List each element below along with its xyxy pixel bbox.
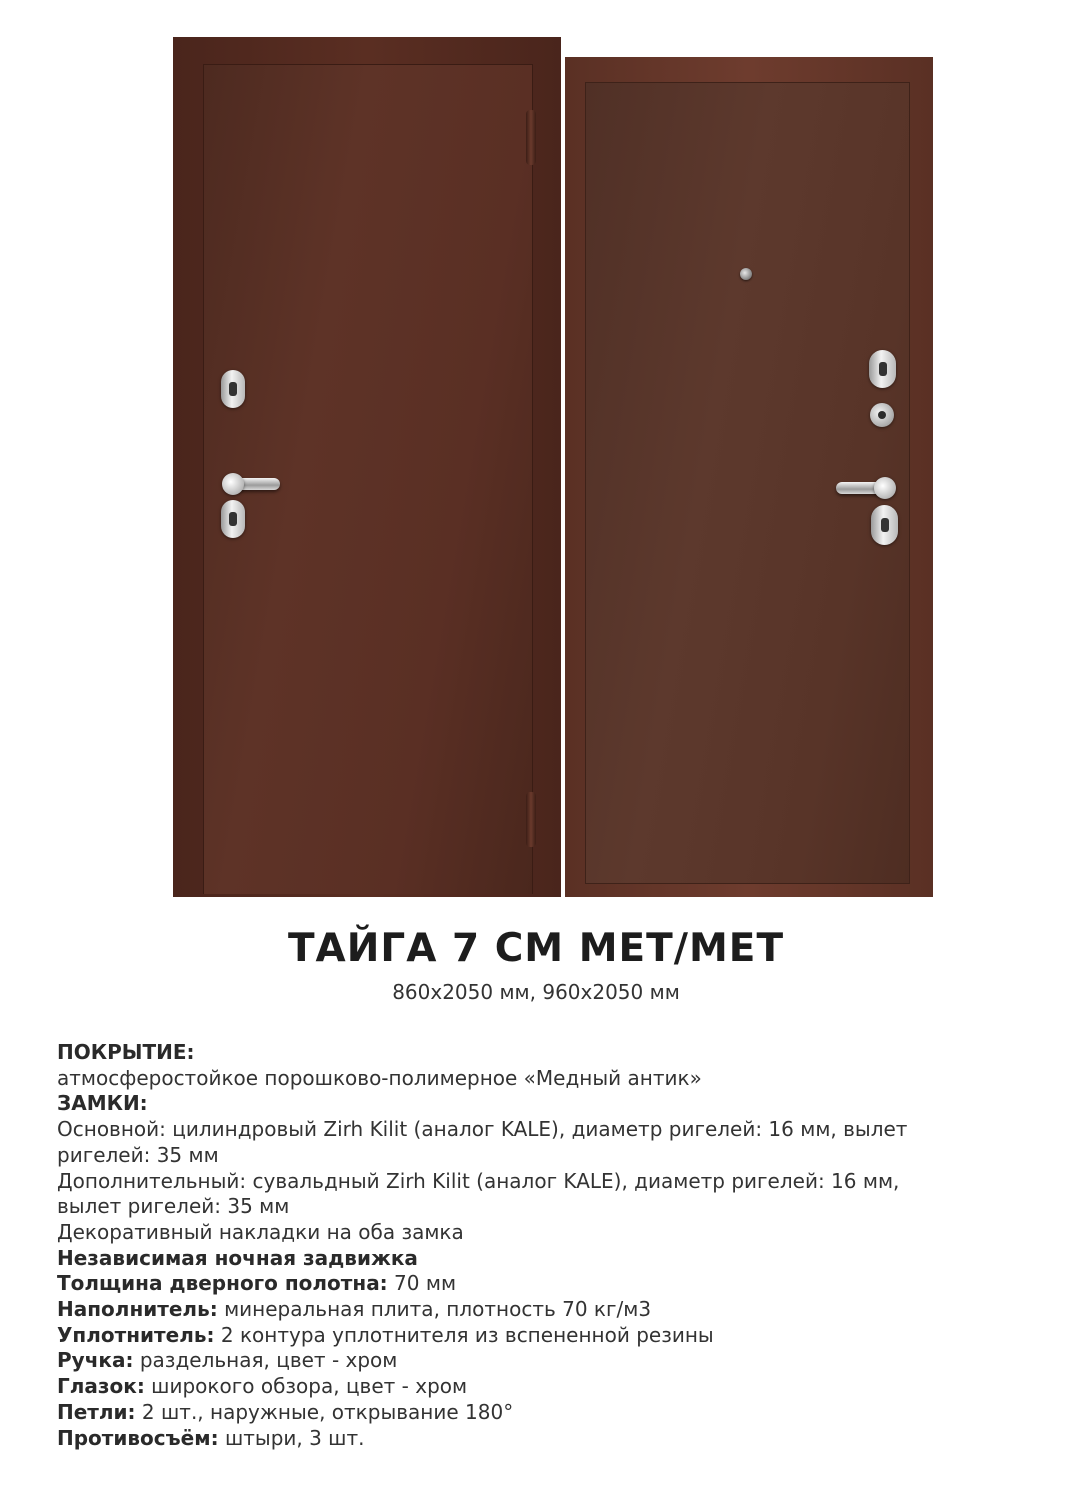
spec-value: 2 шт., наружные, открывание 180°	[135, 1399, 514, 1424]
night-latch-knob	[870, 403, 894, 427]
locks-heading: ЗАМКИ:	[57, 1091, 148, 1116]
lock-extra-line-1: Дополнительный: сувальдный Zirh Kilit (аналог KALE), диаметр ригелей: 16 мм,	[57, 1168, 900, 1193]
spec-value: 2 контура уплотнителя из вспененной резины	[214, 1322, 714, 1347]
lock-plate-inner-top	[869, 350, 896, 388]
spec-value: штыри, 3 шт.	[218, 1425, 365, 1450]
lock-plate-inner-bottom	[871, 505, 898, 545]
spec-peephole	[57, 1374, 1047, 1400]
hinge-bottom	[526, 792, 536, 847]
coating-value: атмосферостойкое порошково-полимерное «Медный антик»	[57, 1065, 702, 1090]
spec-label: Глазок:	[57, 1374, 145, 1399]
lock-main-line-2: ригелей: 35 мм	[57, 1142, 219, 1167]
spec-filler	[57, 1297, 1047, 1323]
spec-thickness	[57, 1271, 1047, 1297]
lock-extra-line-2: вылет ригелей: 35 мм	[57, 1194, 290, 1219]
spec-value: широкого обзора, цвет - хром	[144, 1374, 468, 1399]
spec-label: Противосъём:	[57, 1425, 219, 1450]
product-sizes: 860х2050 мм, 960х2050 мм	[392, 980, 680, 1004]
hinge-top	[526, 110, 536, 165]
spec-label: Петли:	[57, 1399, 136, 1424]
handle-rosette-inner	[874, 477, 896, 499]
peephole-icon	[740, 268, 752, 280]
spec-label: Ручка:	[57, 1348, 134, 1373]
night-latch: Независимая ночная задвижка	[57, 1245, 418, 1270]
coating-heading: ПОКРЫТИЕ:	[57, 1040, 195, 1064]
spec-label: Уплотнитель:	[57, 1322, 215, 1347]
lock-overlays: Декоративный накладки на оба замка	[57, 1219, 464, 1244]
lock-plate-outer-top	[221, 370, 245, 408]
spec-list	[57, 1040, 1047, 1451]
product-title: ТАЙГА 7 СМ МЕТ/МЕТ	[287, 926, 785, 971]
spec-value: 70 мм	[387, 1271, 457, 1296]
spec-seal	[57, 1323, 1047, 1349]
spec-label: Толщина дверного полотна:	[57, 1271, 388, 1296]
handle-rosette-outer	[222, 473, 244, 495]
lock-plate-outer-bottom	[221, 500, 245, 538]
spec-value: раздельная, цвет - хром	[133, 1348, 398, 1373]
spec-value: минеральная плита, плотность 70 кг/м3	[217, 1297, 652, 1322]
spec-label: Наполнитель:	[57, 1297, 218, 1322]
spec-handle	[57, 1348, 1047, 1374]
spec-hinges	[57, 1400, 1047, 1426]
spec-antiremoval	[57, 1426, 1047, 1452]
lock-main-line-1: Основной: цилиндровый Zirh Kilit (аналог KALE), диаметр ригелей: 16 мм, вылет	[57, 1117, 908, 1142]
